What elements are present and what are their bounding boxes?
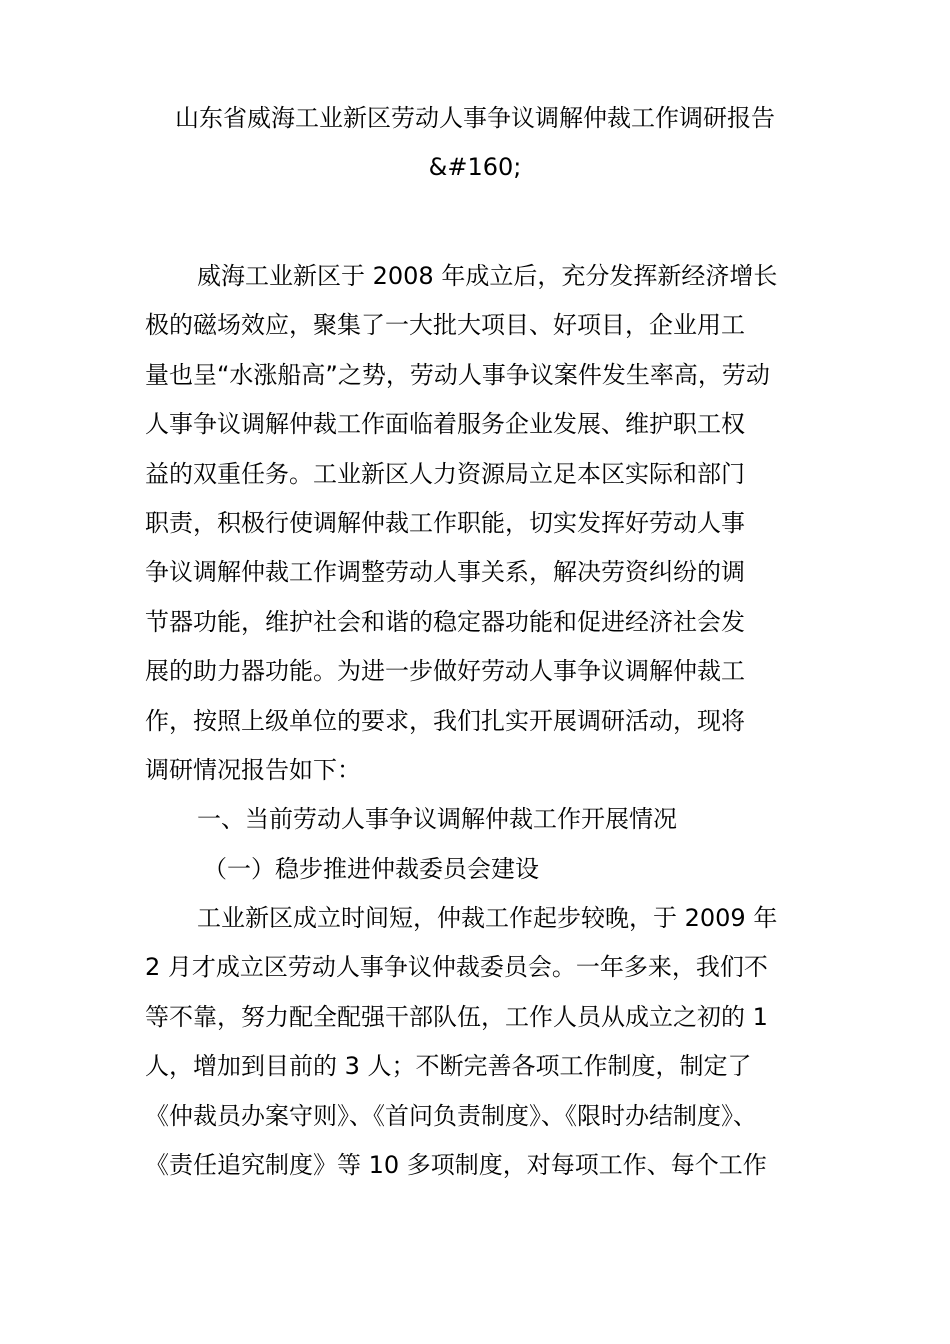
body-line: 职责，积极行使调解仲裁工作职能，切实发挥好劳动人事 (145, 508, 745, 537)
subsection-heading: （一）稳步推进仲裁委员会建设 (203, 854, 539, 883)
body-line: 威海工业新区于 2008 年成立后，充分发挥新经济增长 (197, 262, 778, 290)
body-line: 工业新区成立时间短，仲裁工作起步较晚，于 2009 年 (197, 904, 778, 933)
body-line: 等不靠，努力配全配强干部队伍，工作人员从成立之初的 1 (145, 1002, 768, 1031)
document-title: 山东省威海工业新区劳动人事争议调解仲裁工作调研报告 (175, 104, 775, 132)
body-line: 争议调解仲裁工作调整劳动人事关系，解决劳资纠纷的调 (145, 558, 745, 587)
section-heading: 一、当前劳动人事争议调解仲裁工作开展情况 (197, 805, 677, 834)
body-line: 极的磁场效应，聚集了一大批大项目、好项目，企业用工 (145, 311, 745, 340)
body-line: 人，增加到目前的 3 人；不断完善各项工作制度，制定了 (145, 1052, 752, 1081)
document-body (145, 252, 805, 1190)
body-line: 《仲裁员办案守则》、《首问负责制度》、《限时办结制度》、 (145, 1101, 757, 1130)
body-line: 作，按照上级单位的要求，我们扎实开展调研活动，现将 (145, 706, 745, 735)
body-line: 益的双重任务。工业新区人力资源局立足本区实际和部门 (145, 459, 745, 488)
body-line: 展的助力器功能。为进一步做好劳动人事争议调解仲裁工 (145, 657, 745, 686)
body-line: 量也呈“水涨船高”之势，劳动人事争议案件发生率高，劳动 (145, 360, 770, 389)
body-line: 《责任追究制度》等 10 多项制度，对每项工作、每个工作 (145, 1151, 767, 1180)
document-title-entity: &#160; (428, 153, 522, 181)
body-line: 调研情况报告如下： (145, 755, 361, 784)
body-line: 2 月才成立区劳动人事争议仲裁委员会。一年多来，我们不 (145, 953, 768, 982)
body-line: 人事争议调解仲裁工作面临着服务企业发展、维护职工权 (145, 410, 745, 439)
body-line: 节器功能，维护社会和谐的稳定器功能和促进经济社会发 (145, 607, 745, 636)
